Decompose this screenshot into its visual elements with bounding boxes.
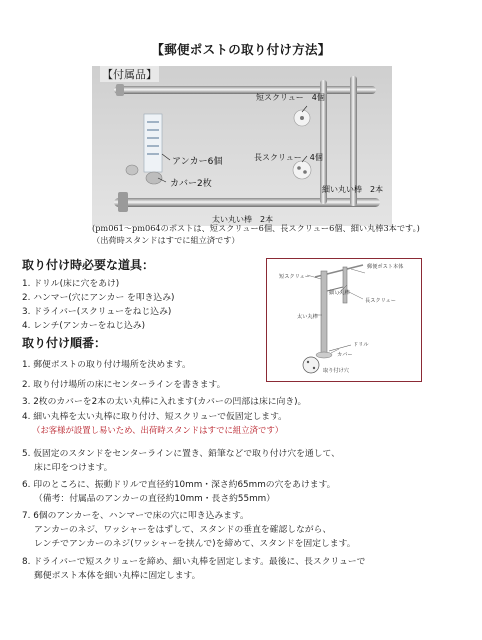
- step-5-cont: 床に印をつけます。: [34, 463, 113, 473]
- diagram-drill-label: ドリル: [353, 342, 369, 348]
- tool-item: 3. ドライバー(スクリューをねじ込み): [22, 307, 172, 317]
- step-4: 4. 細い丸棒を太い丸棒に取り付け、短スクリューで仮固定します。: [22, 412, 287, 422]
- thick-rod-label: 太い丸い棒 2本: [212, 215, 274, 224]
- tool-item: 2. ハンマー(穴にアンカー を叩き込み): [22, 293, 175, 303]
- step-5: 5. 仮固定のスタンドをセンターラインに置き、鉛筆などで取り付け穴を通して、: [22, 449, 340, 459]
- anchor-label: アンカー6個: [172, 157, 223, 167]
- accessories-heading: 【付属品】: [102, 68, 157, 81]
- step-8: 8. ドライバーで短スクリューを締め、細い丸棒を固定します。最後に、長スクリューで: [22, 557, 366, 567]
- diagram-thick-rod-label: 太い丸棒: [297, 314, 318, 320]
- thick-rod-top: [114, 86, 376, 94]
- step-1: 1. 郵便ポストの取り付け場所を決めます。: [22, 360, 191, 370]
- step-7-cont-1: アンカーのネジ、ワッシャーをはずして、スタンドの垂直を確認しながら、: [34, 525, 332, 535]
- page-title: 【郵便ポストの取り付け方法】: [151, 42, 331, 57]
- step-7-cont-2: レンチでアンカーのネジ(ワッシャーを挟んで)を締めて、スタンドを固定します。: [34, 539, 356, 549]
- diagram-anchor-hole-label: 取り付け穴: [323, 368, 349, 374]
- preassembled-note: （出荷時スタンドはすでに組立済です）: [92, 235, 240, 245]
- step-6: 6. 印のところに、振動ドリルで直径約10mm・深さ約65mmの穴をあけます。: [22, 480, 336, 490]
- diagram-post-body-label: 郵便ポスト本体: [367, 264, 404, 270]
- diagram-short-screw-label: 短スクリュー: [279, 274, 310, 280]
- diagram-long-screw-label: 長スクリュー: [365, 298, 396, 304]
- thin-rod-label: 細い丸い棒 2本: [322, 185, 384, 194]
- diagram-thin-rod-label: 細い丸棒: [329, 290, 350, 296]
- steps-heading: 取り付け順番：: [22, 336, 107, 350]
- step-7: 7. 6個のアンカーを、ハンマーで床の穴に叩き込みます。: [22, 511, 249, 521]
- tools-heading: 取り付け時必要な道具：: [22, 258, 155, 272]
- thick-rod-bottom: [114, 198, 380, 207]
- long-screw-label: 長スクリュー 4個: [254, 153, 323, 162]
- tool-item: 4. レンチ(アンカーをねじ込み): [22, 321, 146, 331]
- step-4-note: （お客様が設置し易いため、出荷時スタンドはすでに組立済です）: [32, 425, 284, 435]
- assembly-diagram: [266, 258, 422, 382]
- short-screw-label: 短スクリュー 4個: [256, 93, 325, 102]
- step-8-cont: 郵便ポスト本体を細い丸棒に固定します。: [34, 571, 201, 581]
- diagram-cover-label: カバー: [337, 352, 353, 358]
- tool-item: 1. ドリル(床に穴をあけ): [22, 279, 120, 289]
- model-note: (pm061～pm064のポストは、短スクリュー6個、長スクリュー6個、細い丸棒3本です。): [92, 223, 420, 233]
- step-2: 2. 取り付け場所の床にセンターラインを書きます。: [22, 380, 226, 390]
- cover-label: カバー2枚: [170, 179, 212, 189]
- step-3: 3. 2枚のカバーを2本の太い丸棒に入れます(カバーの凹部は床に向き)。: [22, 397, 307, 407]
- step-6-note: （備考：付属品のアンカーの直径約10mm・長さ約55mm）: [34, 494, 276, 504]
- accessories-photo: [92, 66, 392, 226]
- accessories-illustration: [92, 66, 392, 226]
